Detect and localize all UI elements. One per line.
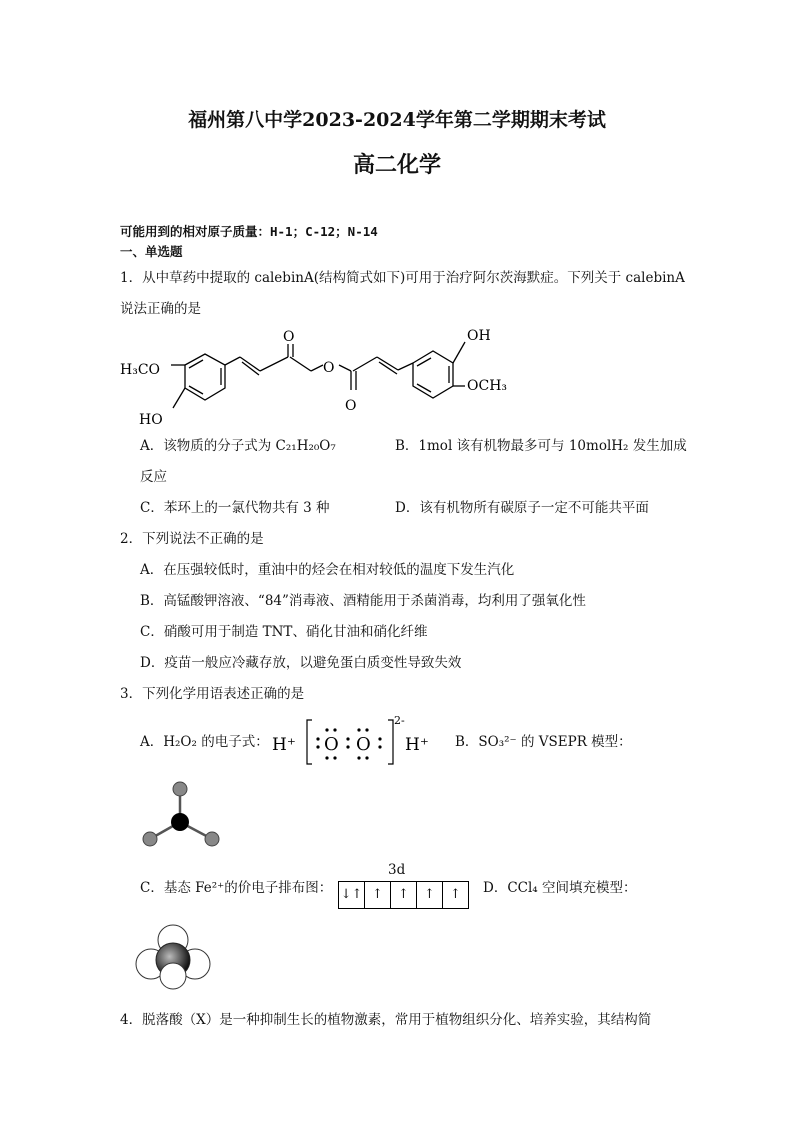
label-oh: OH: [467, 328, 491, 344]
q4-stem: 4．脱落酸（X）是一种抑制生长的植物激素，常用于植物组织分化、培养实验，其结构简: [120, 1012, 652, 1028]
h-plus-right: H⁺: [405, 735, 429, 755]
q3-option-c-label: C．基态 Fe²⁺的价电子排布图：: [140, 880, 333, 896]
q1-stem-line2: 说法正确的是: [120, 301, 201, 317]
q3-option-a-label: A．H₂O₂ 的电子式：: [140, 734, 269, 750]
q1-option-c: C．苯环上的一氯代物共有 3 种: [140, 500, 330, 516]
orbital-label: 3d: [388, 862, 406, 878]
h-plus-left: H⁺: [272, 735, 296, 755]
q3-option-b-label: B．SO₃²⁻ 的 VSEPR 模型：: [455, 734, 632, 750]
q1-option-b-line2: 反应: [140, 469, 167, 485]
school-title: 福州第八中学2023-2024学年第二学期期末考试: [188, 109, 606, 131]
label-carbonyl-o: O: [345, 398, 357, 414]
q2-stem: 2．下列说法不正确的是: [120, 531, 264, 547]
label-ho: HO: [139, 412, 163, 428]
q1-option-b-line1: B．1mol 该有机物最多可与 10molH₂ 发生加成: [395, 438, 687, 454]
label-ketone-o: O: [283, 329, 295, 345]
atomic-masses: 可能用到的相对原子质量：H-1；C-12；N-14: [120, 224, 378, 239]
q3-option-d-label: D．CCl₄ 空间填充模型：: [483, 880, 637, 896]
orbital-box-3: ↑: [390, 882, 416, 908]
orbital-box-4: ↑: [416, 882, 442, 908]
label-ester-o: O: [323, 360, 335, 376]
orbital-box-1: ↓↑: [338, 882, 364, 908]
charge-label: 2-: [394, 714, 405, 727]
q1-option-a: A．该物质的分子式为 C₂₁H₂₀O₇: [140, 438, 336, 454]
orbital-diagram: [338, 881, 469, 909]
h2o2-electron-formula: [270, 712, 440, 772]
label-h3co: H₃CO: [120, 362, 161, 378]
q2-option-d: D．疫苗一般应冷藏存放，以避免蛋白质变性导致失效: [140, 655, 462, 671]
oxygen-2: O: [356, 734, 371, 755]
ccl4-space-filling-model: [135, 920, 215, 990]
q2-option-b: B．高锰酸钾溶液、“84”消毒液、酒精能用于杀菌消毒，均利用了强氧化性: [140, 593, 586, 609]
so3-vsepr-model: [135, 775, 230, 855]
calebinA-structure: [115, 320, 535, 432]
oxygen-1: O: [324, 734, 339, 755]
subject-title: 高二化学: [352, 152, 441, 178]
q3-stem: 3．下列化学用语表述正确的是: [120, 686, 305, 702]
q1-stem-line1: 1．从中草药中提取的 calebinA(结构简式如下)可用于治疗阿尔茨海默症。下列关于 calebinA: [120, 270, 685, 286]
q1-option-d: D．该有机物所有碳原子一定不可能共平面: [395, 500, 649, 516]
orbital-box-5: ↑: [442, 882, 468, 908]
section-heading: 一、单选题: [120, 244, 183, 259]
orbital-box-2: ↑: [364, 882, 390, 908]
label-och3: OCH₃: [467, 378, 508, 394]
q2-option-a: A．在压强较低时，重油中的烃会在相对较低的温度下发生汽化: [140, 562, 515, 578]
q2-option-c: C．硝酸可用于制造 TNT、硝化甘油和硝化纤维: [140, 624, 428, 640]
